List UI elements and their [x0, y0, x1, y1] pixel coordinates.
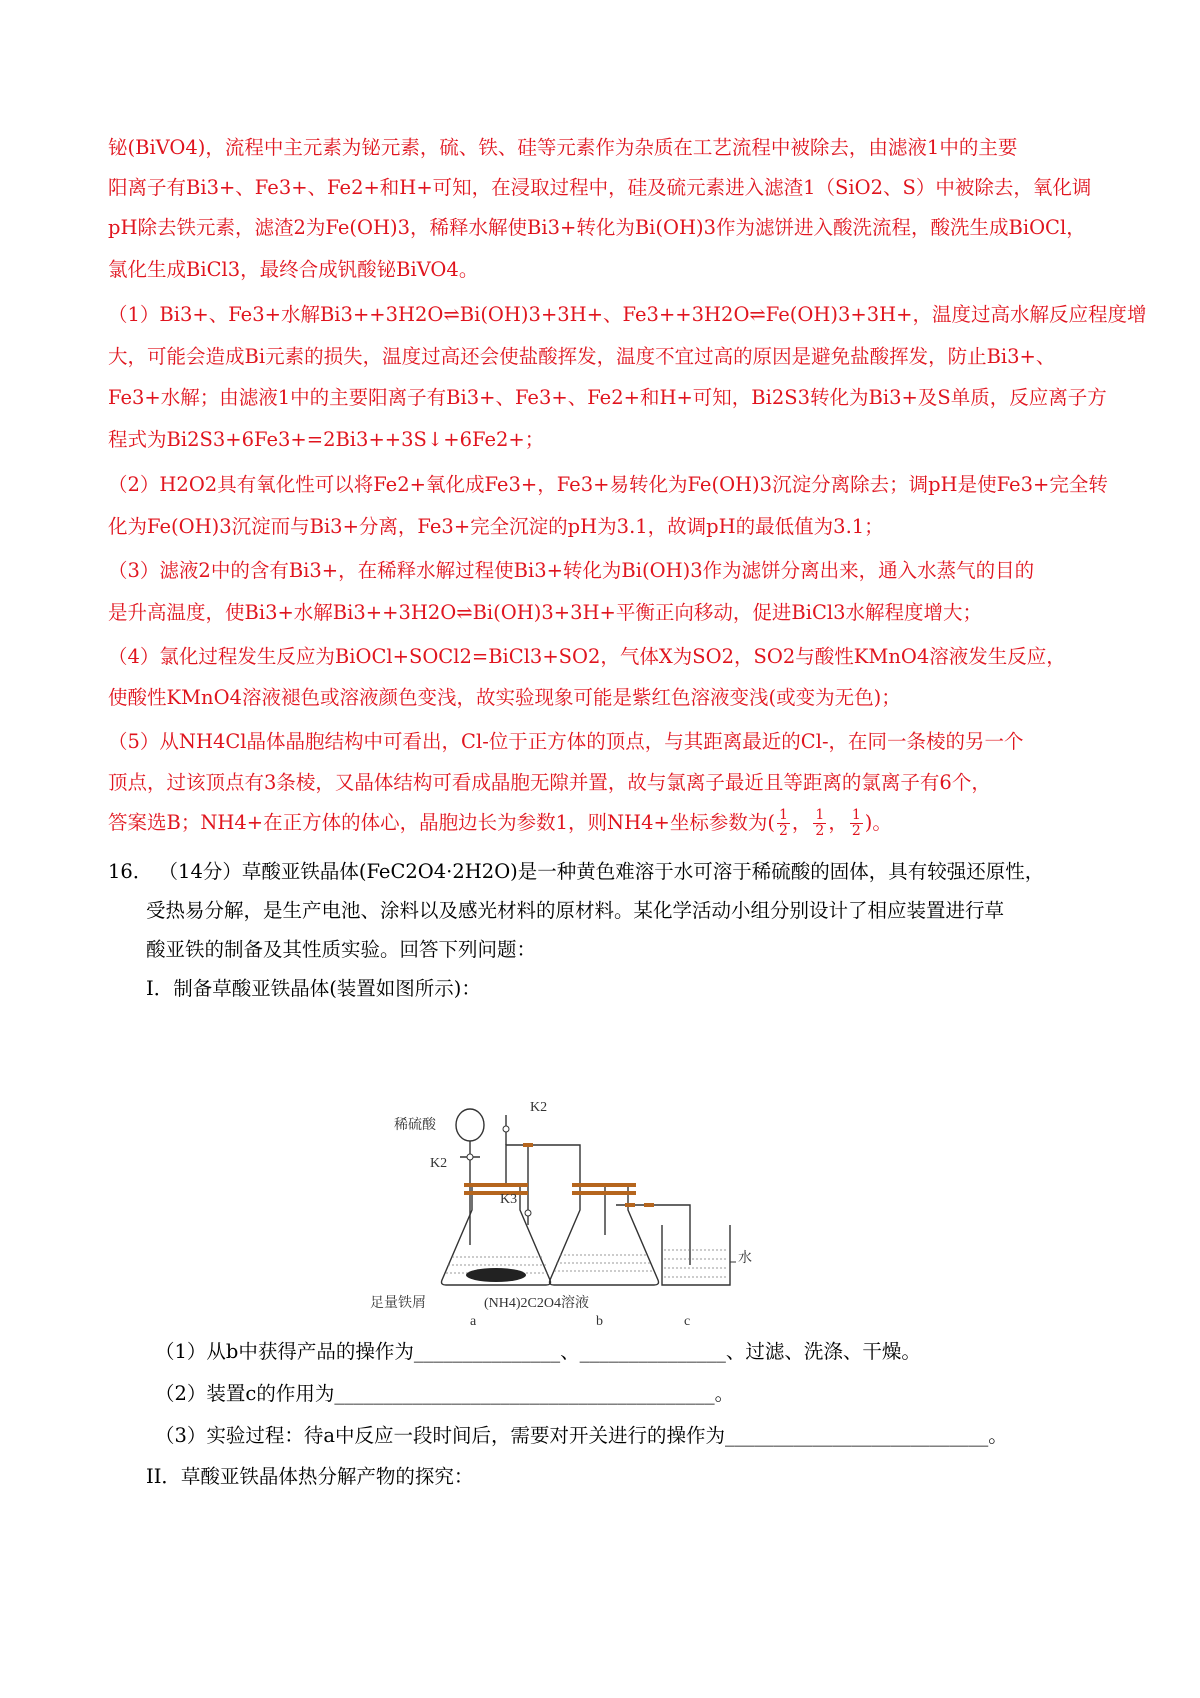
label-k2-left: K2 — [430, 1156, 448, 1171]
solution-p5-line-2: 顶点，过该顶点有3条棱，又晶体结构可看成晶胞无隙并置，故与氯离子最近且等距离的氯离子有6个， — [108, 771, 991, 794]
solution-p5-line-3-text: 答案选B；NH4+在正方体的体心，晶胞边长为参数1，则NH4+坐标参数为( — [108, 811, 775, 834]
label-iron-filings: 足量铁屑 — [370, 1296, 426, 1311]
fraction-z: $\frac{1}{2}$ — [851, 807, 861, 839]
solution-p5-line-1: （5）从NH4Cl晶体晶胞结构中可看出，Cl-位于正方体的顶点，与其距离最近的Cl-，在同一条棱的另一个 — [108, 730, 1024, 753]
question-stem-1: （14分）草酸亚铁晶体(FeC2O4·2H2O)是一种黄色难溶于水可溶于稀硫酸的固体，具有较强还原性， — [158, 860, 1045, 883]
question-stem-line-3: 酸亚铁的制备及其性质实验。回答下列问题： — [146, 938, 537, 961]
solution-intro-line-2: 阳离子有Bi3+、Fe3+、Fe2+和H+可知，在浸取过程中，硅及硫元素进入滤渣1（SiO2、S）中被除去，氧化调 — [108, 176, 1092, 199]
solution-p1-line-4: 程式为Bi2S3+6Fe3+=2Bi3++3S↓+6Fe2+； — [108, 428, 545, 451]
apparatus-diagram — [370, 1085, 800, 1329]
fraction-y: $\frac{1}{2}$ — [815, 807, 825, 839]
question-number: 16． — [108, 860, 153, 883]
question-16-sub-2: （2）装置c的作用为_______________________________________。 — [155, 1382, 735, 1405]
part-2-title: II．草酸亚铁晶体热分解产物的探究： — [146, 1465, 474, 1488]
label-water: 水 — [738, 1251, 752, 1266]
label-k2-top: K2 — [530, 1100, 548, 1115]
solution-p1-line-2: 大，可能会造成Bi元素的损失，温度过高还会使盐酸挥发，温度不宜过高的原因是避免盐酸挥发，防止Bi3+、 — [108, 345, 1056, 368]
solution-p1-line-1: （1）Bi3+、Fe3+水解Bi3++3H2O⇌Bi(OH)3+3H+、Fe3++3H2O⇌Fe(OH)3+3H+，温度过高水解反应程度增 — [108, 303, 1147, 326]
label-c: c — [684, 1314, 691, 1329]
question-16-sub-3: （3）实验过程：待a中反应一段时间后，需要对开关进行的操作为___________________________。 — [155, 1424, 1008, 1447]
part-1-title: I．制备草酸亚铁晶体(装置如图所示)： — [146, 977, 481, 1000]
solution-intro-line-4: 氯化生成BiCl3，最终合成钒酸铋BiVO4。 — [108, 258, 479, 281]
fraction-x: $\frac{1}{2}$ — [778, 807, 788, 839]
solution-p2-line-1: （2）H2O2具有氧化性可以将Fe2+氧化成Fe3+，Fe3+易转化为Fe(OH)3沉淀分离除去；调pH是使Fe3+完全转 — [108, 473, 1108, 496]
solution-p3-line-2: 是升高温度，使Bi3+水解Bi3++3H2O⇌Bi(OH)3+3H+平衡正向移动，促进BiCl3水解程度增大； — [108, 601, 983, 624]
label-b: b — [596, 1314, 603, 1329]
apparatus-figure — [370, 1085, 800, 1329]
solution-p5-line-3: 答案选B；NH4+在正方体的体心，晶胞边长为参数1，则NH4+坐标参数为( $\frac{1}{2}$ ， $\frac{1}{2}$ ， $\frac{1}{2}$ )。 — [108, 807, 892, 839]
solution-p1-line-3: Fe3+水解；由滤液1中的主要阳离子有Bi3+、Fe3+、Fe2+和H+可知，Bi2S3转化为Bi3+及S单质，反应离子方 — [108, 386, 1107, 409]
label-dilute-sulfuric-acid: 稀硫酸 — [394, 1118, 436, 1133]
label-k3: K3 — [500, 1192, 518, 1207]
solution-p2-line-2: 化为Fe(OH)3沉淀而与Bi3+分离，Fe3+完全沉淀的pH为3.1，故调pH的最低值为3.1； — [108, 515, 884, 538]
question-16-sub-1: （1）从b中获得产品的操作为_______________、_______________、过滤、洗涤、干燥。 — [155, 1340, 921, 1363]
solution-intro-line-3: pH除去铁元素，滤渣2为Fe(OH)3，稀释水解使Bi3+转化为Bi(OH)3作为滤饼进入酸洗流程，酸洗生成BiOCl， — [108, 216, 1086, 239]
label-ammonium-oxalate-solution: (NH4)2C2O4溶液 — [484, 1296, 589, 1311]
solution-p3-line-1: （3）滤液2中的含有Bi3+，在稀释水解过程使Bi3+转化为Bi(OH)3作为滤饼分离出来，通入水蒸气的目的 — [108, 559, 1035, 582]
label-a: a — [470, 1314, 477, 1329]
question-16-line-1 — [108, 858, 1108, 886]
solution-p4-line-1: （4）氯化过程发生反应为BiOCl+SOCl2=BiCl3+SO2，气体X为SO2，SO2与酸性KMnO4溶液发生反应， — [108, 645, 1066, 668]
solution-p4-line-2: 使酸性KMnO4溶液褪色或溶液颜色变浅，故实验现象可能是紫红色溶液变浅(或变为无色)； — [108, 686, 901, 709]
solution-intro-line-1: 铋(BiVO4)，流程中主元素为铋元素，硫、铁、硅等元素作为杂质在工艺流程中被除去，由滤液1中的主要 — [108, 136, 1018, 159]
question-stem-line-2: 受热易分解，是生产电池、涂料以及感光材料的原材料。某化学活动小组分别设计了相应装置进行草 — [146, 899, 1005, 922]
